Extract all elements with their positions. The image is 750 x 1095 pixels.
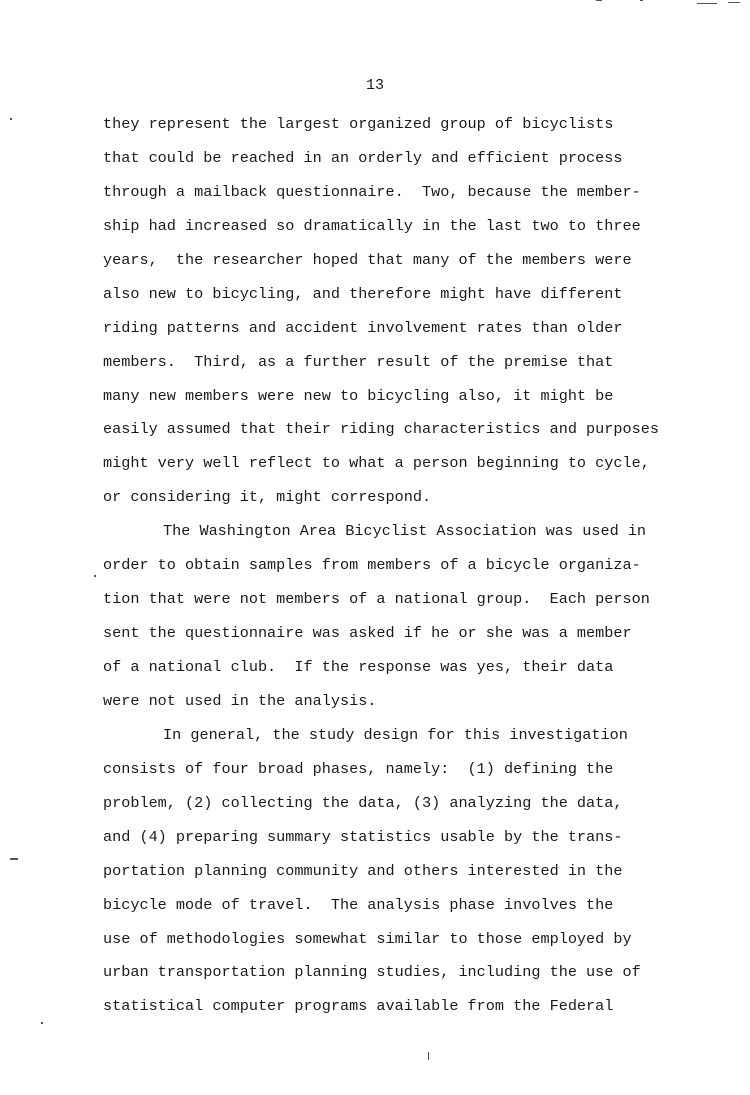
text-line: might very well reflect to what a person beginning to cycle, xyxy=(103,454,650,473)
text-line: problem, (2) collecting the data, (3) analyzing the data, xyxy=(103,793,623,812)
paragraph-3 xyxy=(103,719,743,1024)
text-line: consists of four broad phases, namely: (1) defining the xyxy=(103,759,614,778)
text-line: The Washington Area Bicyclist Association was used in xyxy=(163,522,647,541)
text-line: portation planning community and others interested in the xyxy=(103,861,623,880)
text-line: ship had increased so dramatically in the last two to three xyxy=(103,216,641,235)
scan-speck xyxy=(428,1052,429,1060)
text-line: use of methodologies somewhat similar to those employed by xyxy=(103,929,632,948)
text-line: and (4) preparing summary statistics usable by the trans- xyxy=(103,827,623,846)
scan-speck xyxy=(640,0,643,1)
scan-speck xyxy=(41,1022,43,1024)
page-number: 13 xyxy=(366,77,385,94)
scan-speck xyxy=(94,575,96,577)
scan-speck xyxy=(10,118,12,120)
text-line: that could be reached in an orderly and efficient process xyxy=(103,148,623,167)
text-line: easily assumed that their riding characteristics and purposes xyxy=(103,420,659,439)
text-line: In general, the study design for this investigation xyxy=(163,725,628,744)
scan-speck xyxy=(728,2,740,3)
scan-speck xyxy=(10,858,18,860)
text-line: members. Third, as a further result of the premise that xyxy=(103,352,614,371)
text-line: statistical computer programs available from the Federal xyxy=(103,997,614,1016)
scan-speck xyxy=(697,3,717,4)
text-line: years, the researcher hoped that many of the members were xyxy=(103,250,632,269)
text-line: tion that were not members of a national group. Each person xyxy=(103,590,650,609)
paragraph-2 xyxy=(103,515,743,719)
text-line: order to obtain samples from members of a bicycle organiza- xyxy=(103,556,641,575)
text-line: bicycle mode of travel. The analysis phase involves the xyxy=(103,895,614,914)
text-line: riding patterns and accident involvement rates than older xyxy=(103,318,623,337)
text-line: they represent the largest organized group of bicyclists xyxy=(103,115,614,133)
text-line: urban transportation planning studies, including the use of xyxy=(103,963,641,982)
text-line: were not used in the analysis. xyxy=(103,691,377,710)
text-line: many new members were new to bicycling also, it might be xyxy=(103,386,614,405)
paragraph-1 xyxy=(103,108,743,515)
text-line: of a national club. If the response was yes, their data xyxy=(103,658,614,676)
text-line: also new to bicycling, and therefore might have different xyxy=(103,284,623,303)
body-text xyxy=(103,108,743,1024)
text-line: or considering it, might correspond. xyxy=(103,488,432,507)
text-line: through a mailback questionnaire. Two, because the member- xyxy=(103,182,641,201)
scan-speck xyxy=(596,0,602,1)
text-line: sent the questionnaire was asked if he or she was a member xyxy=(103,624,632,643)
